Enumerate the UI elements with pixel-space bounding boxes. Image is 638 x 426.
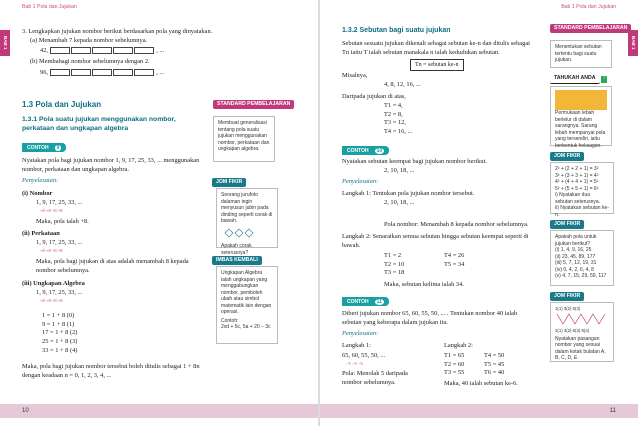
jf2-item: (iv) 0, 4, 2, 6, 4, 8 — [555, 266, 594, 273]
imbas-kembali-eg-label: Contoh: — [221, 317, 239, 324]
definition-box: Tn = sebutan ke-n — [410, 59, 464, 71]
term: T4 = 26 — [444, 252, 465, 259]
left-page — [0, 0, 318, 426]
langkah-1-seq: 2, 10, 18, ... — [384, 199, 415, 206]
right-page-number: 11 — [609, 407, 616, 414]
contoh-9-label: CONTOH 9 — [22, 143, 66, 152]
result-iii: Maka, pola bagi jujukan nombor tersebut boleh ditulis sebagai 1 + 8n dengan keadaan n = 0, 1, 2, 3, 4, ... — [22, 363, 200, 379]
term: T6 = 40 — [484, 369, 505, 377]
maka-34: Maka, sebutan kelima ialah 34. — [384, 281, 464, 288]
contoh-10-label: CONTOH 10 — [342, 146, 389, 155]
term: T1 = 4, — [384, 102, 403, 109]
standard-pembelajaran-tag: STANDARD PEMBELAJARAN — [213, 100, 294, 109]
exercise-b-ellipsis: , ... — [156, 68, 165, 76]
exercise-a: (a) Menambah 7 kepada nombor sebelumnya. — [30, 36, 148, 44]
answer-box[interactable] — [50, 69, 70, 76]
exercise-a-start: 42, — [40, 47, 48, 55]
jf2-item: (i) 1, 4, 9, 16, 25 — [555, 247, 592, 253]
term: T4 = 50 — [484, 352, 505, 359]
answer-box[interactable] — [71, 47, 91, 54]
seq-ii: 1, 9, 17, 25, 33, ... — [36, 239, 83, 246]
langkah-2b: Langkah 2: — [444, 342, 473, 349]
answer-box[interactable] — [92, 47, 112, 54]
term: T4 = 16, ... — [384, 127, 413, 135]
jf3-text: Nyatakan pasangan nombor yang sesuai dalam kotak bulatan A, B, C, D, E. — [555, 335, 606, 362]
tahukah-anda-tag: TAHUKAH ANDA ? — [550, 74, 607, 84]
right-page — [320, 0, 638, 426]
seq-i: 1, 9, 17, 25, 33, ... — [36, 199, 83, 206]
answer-box[interactable] — [134, 47, 154, 54]
langkah-2: Langkah 2: Senaraikan semua sebutan hingga sebutan keempat seperti di bawah. — [342, 233, 529, 249]
right-header: Bab 1 Pola dan Jujukan — [561, 4, 616, 10]
pola-11: Pola: Menolak 5 daripada nombor sebelumnya. — [342, 370, 408, 386]
equation: 25 = 1 + 8 (3) — [42, 337, 78, 345]
section-132-title: 1.3.2 Sebutan bagi suatu jujukan — [342, 27, 451, 34]
imbas-kembali-tag: IMBAS KEMBALI — [212, 256, 262, 265]
zigzag-top-labels: 1(1) 3(2) 5(3) — [555, 306, 581, 311]
part-i-title: (i) Nombor — [22, 190, 53, 197]
result-ii: Maka, pola bagi jujukan di atas adalah menambah 8 kepada nombor sebelumnya. — [36, 258, 189, 274]
jom-fikir-box-3 — [550, 302, 614, 362]
pola-nombor: Pola nombor: Menambah 8 kepada nombor sebelumnya. — [384, 221, 529, 228]
jom-fikir-text: Seorang jurufoto dalaman ingin menyusun jubin pada dinding seperti corak di bawah. — [221, 192, 273, 224]
right-side-tab: BAB 1 — [628, 30, 638, 56]
answer-box[interactable] — [92, 69, 112, 76]
jf2-item: (v) 4, 7, 15, 29, 59, 117 — [555, 273, 607, 279]
jf1-line: 2² + (2 + 2 + 1) = 3² — [555, 166, 599, 172]
section-title: 1.3 Pola dan Jujukan — [22, 100, 102, 109]
daripada: Daripada jujukan di atas, — [342, 93, 406, 100]
exercise-b-row — [40, 69, 222, 78]
terms-11-b — [484, 352, 504, 378]
equations — [42, 312, 77, 355]
term-list — [384, 102, 412, 137]
honeycomb-image — [555, 90, 607, 110]
equation: 33 = 1 + 8 (4) — [42, 346, 78, 354]
term: T2 = 8, — [384, 110, 403, 118]
penyelesaian-11: Penyelesaian: — [342, 330, 379, 337]
contoh-11-seq: 65, 60, 55, 50, ... — [342, 352, 386, 359]
term: T3 = 55 — [444, 369, 465, 377]
term: T3 = 18 — [384, 269, 405, 277]
exercise-b: (b) Membahagi nombor sebelumnya dengan 2. — [30, 57, 150, 65]
jf2-item: (ii) 23, 45, 89, 177 — [555, 253, 596, 260]
contoh-11-question: Diberi jujukan nombor 65, 60, 55, 50, ... . Tentukan nombor 40 ialah sebutan yang keberapa dalam jujukan itu. — [342, 310, 518, 326]
equation: 17 = 1 + 8 (2) — [42, 329, 78, 337]
term: T5 = 34 — [444, 260, 465, 268]
subsection-title: 1.3.1 Pola suatu jujukan menggunakan nombor, perkataan dan ungkapan algebra — [22, 116, 176, 133]
imbas-kembali-eg: 2xd + 5c, 5a + 20 − 3c — [221, 324, 271, 330]
right-footer-bar — [320, 404, 638, 418]
jf1-i: i) Nyatakan dua sebutan seterusnya. — [555, 192, 601, 205]
contoh-9-intro: Nyatakan pola bagi jujukan nombor 1, 9, 17, 25, 33, ... menggunakan nombor, perkataan dan ungkapan algebra. — [22, 157, 200, 173]
left-header: Bab 1 Pola dan Jujukan — [22, 4, 77, 10]
part-iii-title: (iii) Ungkapan Algebra — [22, 280, 85, 287]
term: T5 = 45 — [484, 360, 505, 368]
left-page-number: 10 — [22, 407, 29, 414]
contoh-11-label: CONTOH 11 — [342, 297, 389, 306]
standard-pembelajaran-box-right: Menentukan sebutan tertentu bagi suatu jujukan. — [550, 40, 612, 68]
left-side-tab: BAB 1 — [0, 30, 10, 56]
tahukah-anda-text: Permukaan lebah berlelur di dalam sarangnya. Sarang lebah mempunyai pola yang tersendiri, iaitu berbentuk heksagon. — [555, 110, 606, 149]
part-ii-title: (ii) Perkataan — [22, 230, 60, 237]
jf1-line: 5² + (5 + 5 + 1) = 6² — [555, 185, 599, 192]
plus8-iii: +8 +8 +8 +8 — [40, 298, 63, 303]
terms-col-a — [384, 252, 404, 278]
answer-box[interactable] — [50, 47, 70, 54]
plus8-i: +8 +8 +8 +8 — [40, 208, 63, 213]
term: T2 = 10 — [384, 260, 405, 268]
jom-fikir-tag-2: JOM FIKIR — [550, 220, 584, 229]
standard-pembelajaran-tag-right: STANDARD PEMBELAJARAN — [550, 24, 631, 33]
contoh-10-question: Nyatakan sebutan keempat bagi jujukan nombor berikut. — [342, 158, 487, 165]
term: T3 = 12, — [384, 119, 406, 127]
left-footer-bar — [0, 404, 318, 418]
exercise-b-start: 96, — [40, 68, 48, 76]
equation: 9 = 1 + 8 (1) — [42, 320, 75, 328]
jom-fikir-tag-3: JOM FIKIR — [550, 292, 584, 301]
penyelesaian-label: Penyelesaian: — [22, 177, 59, 184]
jf1-line: 3² + (3 + 3 + 1) = 4² — [555, 172, 599, 179]
langkah-1: Langkah 1: Tentukan pola jujukan nombor tersebut. — [342, 190, 475, 197]
imbas-kembali-box — [216, 266, 278, 344]
plus8-ii: +8 +8 +8 +8 — [40, 248, 63, 253]
jom-fikir-box — [216, 188, 278, 256]
result-i: Maka, pola ialah +8. — [36, 218, 89, 225]
answer-box[interactable] — [113, 69, 133, 76]
seq-iii: 1, 9, 17, 25, 33, ... — [36, 289, 83, 296]
jf2-text: Apakah pola untuk jujukan berikut? — [555, 234, 597, 247]
jf1-ii: ii) Nyatakan sebutan ke-n. — [555, 205, 609, 218]
tile-pattern-icon — [221, 227, 261, 239]
minus5: −5 −5 −5 — [346, 361, 363, 366]
term: T1 = 2 — [384, 252, 402, 259]
equation: 1 = 1 + 8 (0) — [42, 312, 75, 319]
jom-fikir-box-1 — [550, 162, 614, 218]
zigzag-bottom-labels: 2(1) 4(2) 6(3) 8(4) — [555, 328, 590, 334]
tahukah-anda-box — [550, 86, 612, 149]
answer-box[interactable] — [134, 69, 154, 76]
jom-fikir-question: Apakah corak seterusnya? — [221, 243, 252, 256]
maka-40: Maka, 40 ialah sebutan ke-6. — [444, 380, 518, 387]
term: T1 = 65 — [444, 352, 465, 359]
answer-box[interactable] — [71, 69, 91, 76]
zigzag-diagram-icon — [555, 312, 611, 326]
penyelesaian-10: Penyelesaian: — [342, 178, 379, 185]
langkah-1b: Langkah 1: — [342, 342, 371, 349]
standard-pembelajaran-box: Membuat generalisasi tentang pola suatu jujukan menggunakan nombor, perkataan dan ungkapan algebra. — [213, 116, 275, 162]
exercise-block — [22, 28, 222, 77]
imbas-kembali-text: Ungkapan Algebra ialah ungkapan yang menggabungkan nombor, pemboleh ubah atau simbol matematik lain dengan operasi. — [221, 270, 272, 315]
example-sequence: 4, 8, 12, 16, ... — [384, 81, 421, 88]
intro-paragraph: Sebutan sesuatu jujukan dikenali sebagai sebutan ke-n dan ditulis sebagai Tn iaitu T ialah sebutan manakala n ialah kedudukan sebutan. — [342, 40, 530, 56]
terms-11-a — [444, 352, 464, 378]
terms-col-b — [444, 252, 464, 269]
jom-fikir-box-2 — [550, 230, 614, 286]
contoh-10-seq: 2, 10, 18, ... — [384, 167, 415, 174]
jf1-line: 4² + (4 + 4 + 1) = 5² — [555, 179, 599, 185]
answer-box[interactable] — [113, 47, 133, 54]
question-mark-icon: ? — [603, 76, 606, 81]
exercise-a-row — [40, 47, 222, 56]
exercise-q3: 3. Lengkapkan jujukan nombor berikut berdasarkan pola yang dinyatakan. — [22, 28, 213, 35]
exercise-a-ellipsis: , ... — [156, 47, 165, 55]
jom-fikir-tag-1: JOM FIKIR — [550, 152, 584, 161]
jf2-item: (iii) 5, 7, 12, 19, 31 — [555, 260, 597, 266]
term: T2 = 60 — [444, 360, 465, 368]
jom-fikir-tag: JOM FIKIR — [212, 178, 246, 187]
misalnya: Misalnya, — [342, 72, 368, 79]
